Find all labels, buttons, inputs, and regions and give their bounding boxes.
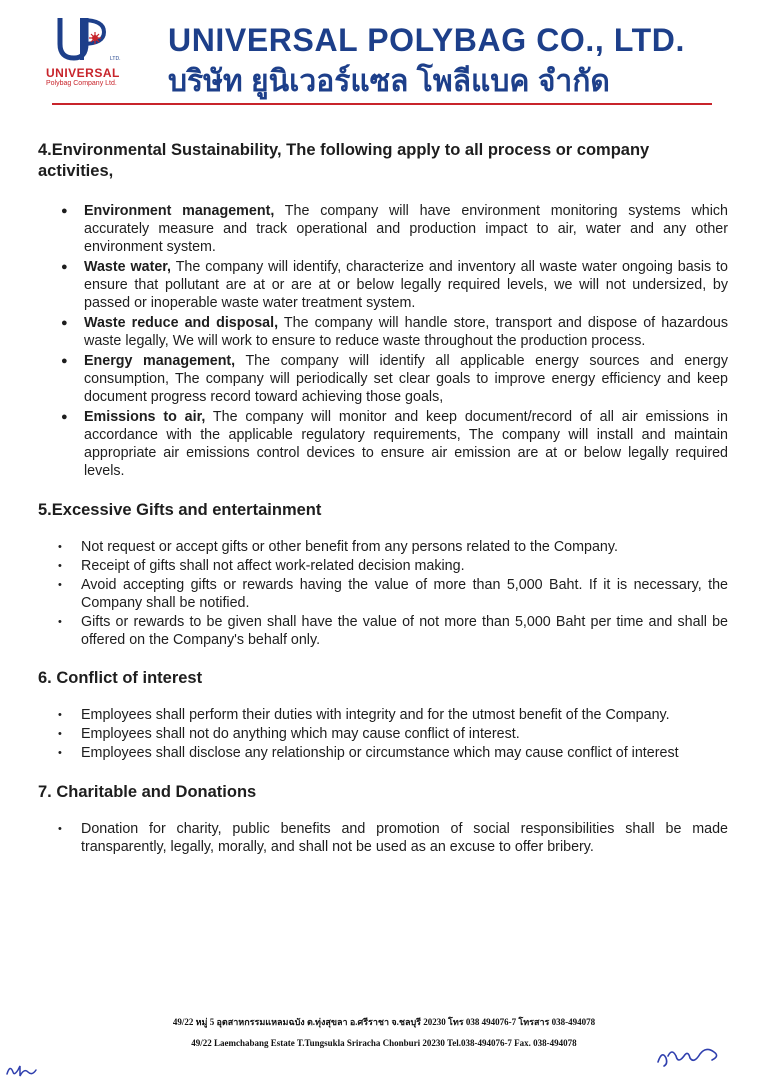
footer-address-en: 49/22 Laemchabang Estate T.Tungsukla Sriracha Chonburi 20230 Tel.038-494076-7 Fax. 038-494078	[191, 1038, 577, 1048]
gifts-list	[38, 538, 728, 649]
list-item	[38, 408, 728, 480]
gifts-section	[38, 500, 728, 649]
item-text: The company will have environment monitoring systems which accurately measure and track operational and production impact to air, water and any other environment system.	[84, 203, 729, 255]
item-text: The company will handle store, transport and dispose of hazardous waste legally, We will work to ensure to reduce waste throughout the production process.	[84, 315, 728, 349]
list-item	[38, 613, 728, 649]
company-logo	[46, 14, 128, 94]
item-term: Environment management,	[84, 203, 275, 219]
logo-name: UNIVERSAL	[46, 66, 120, 80]
list-item	[38, 576, 728, 612]
item-term: Waste reduce and disposal,	[84, 315, 279, 331]
conflict-list	[38, 706, 728, 762]
item-text: The company will identify, characterize and inventory all waste water ongoing basis to ensure that pollutant are at or are at or below legally required levels, we will not undersized, by passed or inoperable waste water treatment system.	[84, 259, 728, 311]
list-item	[38, 314, 728, 350]
list-item	[38, 706, 728, 724]
gifts-heading: 5.Excessive Gifts and entertainment	[38, 501, 322, 519]
company-name-en: UNIVERSAL POLYBAG CO., LTD.	[168, 22, 685, 58]
item-text: Receipt of gifts shall not affect work-related decision making.	[81, 558, 465, 574]
charity-list	[38, 820, 728, 856]
conflict-section	[38, 668, 728, 762]
logo-subtitle: Polybag Company Ltd.	[46, 80, 117, 87]
item-text: Avoid accepting gifts or rewards having the value of more than 5,000 Baht. If it is necessary, the Company shall be notified.	[81, 577, 728, 611]
bullet-icon: •	[58, 560, 62, 572]
item-text: The company will monitor and keep document/record of all air emissions in accordance with the applicable regulatory requirements, The company will install and maintain appropriate air emissions control devices to ensure air emission are at or below legally required levels.	[84, 409, 729, 479]
list-item	[38, 725, 728, 743]
bullet-icon: ●	[61, 317, 68, 329]
bullet-icon: ●	[61, 205, 68, 217]
bullet-icon: •	[58, 728, 62, 740]
policy-content	[38, 140, 728, 857]
bullet-icon: •	[58, 616, 62, 628]
handwritten-initials	[4, 1060, 40, 1080]
list-item	[38, 744, 728, 762]
list-item	[38, 820, 728, 856]
charity-heading: 7. Charitable and Donations	[38, 783, 257, 801]
environment-heading: 4.Environmental Sustainability, The following apply to all process or company activities,	[38, 141, 650, 180]
environment-list	[38, 202, 728, 480]
item-term: Emissions to air,	[84, 409, 206, 425]
item-text: Employees shall perform their duties with integrity and for the utmost benefit of the Company.	[81, 707, 670, 723]
list-item	[38, 557, 728, 575]
company-logo-mark	[54, 14, 114, 64]
charity-section	[38, 782, 728, 856]
item-text: Employees shall disclose any relationship or circumstance which may cause conflict of interest	[81, 745, 679, 761]
item-text: Employees shall not do anything which may cause conflict of interest.	[81, 726, 520, 742]
environment-section	[38, 140, 728, 480]
item-term: Waste water,	[84, 259, 172, 275]
bullet-icon: •	[58, 709, 62, 721]
bullet-icon: •	[58, 747, 62, 759]
item-term: Energy management,	[84, 353, 236, 369]
company-name-th: บริษัท ยูนิเวอร์แซล โพลีแบค จำกัด	[168, 65, 610, 98]
item-text: Gifts or rewards to be given shall have the value of not more than 5,000 Baht per time and shall be offered on the Company's behalf only.	[81, 614, 728, 648]
item-text: Donation for charity, public benefits and promotion of social responsibilities shall be made transparently, legally, morally, and shall not be used as an excuse to offer bribery.	[81, 821, 728, 855]
item-text: The company will identify all applicable energy sources and energy consumption, The company will periodically set clear goals to improve energy efficiency and keep document progress record toward achieving those goals,	[84, 353, 729, 405]
footer-address-th: 49/22 หมู่ 5 อุตสาหกรรมแหลมฉบัง ต.ทุ่งสุขลา อ.ศรีราชา จ.ชลบุรี 20230 โทร 038 494076-7 โทรสาร 038-494078	[172, 1017, 596, 1027]
list-item	[38, 352, 728, 406]
bullet-icon: •	[58, 579, 62, 591]
bullet-icon: ●	[61, 355, 68, 367]
bullet-icon: ●	[61, 261, 68, 273]
bullet-icon: •	[58, 823, 62, 835]
handwritten-signature	[654, 1042, 724, 1070]
bullet-icon: ●	[61, 411, 68, 423]
bullet-icon: •	[58, 541, 62, 553]
conflict-heading: 6. Conflict of interest	[38, 669, 203, 687]
logo-ltd-mark: LTD.	[110, 56, 121, 62]
header-divider	[52, 103, 712, 105]
list-item	[38, 538, 728, 556]
list-item	[38, 202, 728, 256]
list-item	[38, 258, 728, 312]
item-text: Not request or accept gifts or other benefit from any persons related to the Company.	[81, 539, 618, 555]
